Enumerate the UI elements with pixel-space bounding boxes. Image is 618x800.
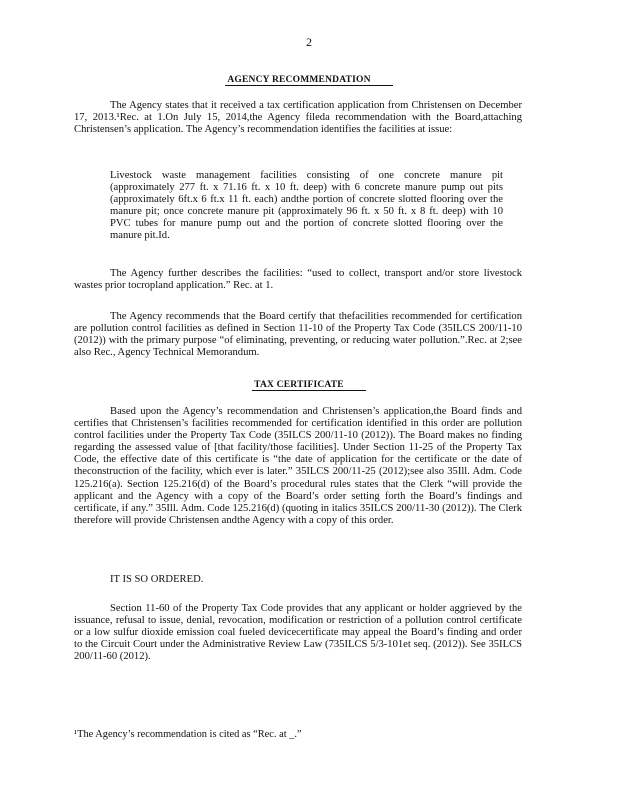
paragraph-facility-description: The Agency further describes the facilities: “used to collect, transport and/or store livestock wastes prior tocropland application.” Rec. at 1. [74,268,522,292]
paragraph-board-findings: Based upon the Agency’s recommendation and Christensen’s application,the Board finds and certifies that Christensen’s facilities recommended for certification identified in this order are pollution control facilities under the Property Tax Code (35ILCS 200/11-10 (2012)). The Board makes no finding regarding the assessed value of [that facility/those facilities]. Under Section 11-25 of the Property Tax Code, the effective date of this certificate is “the date of application for the certificate or the date of theconstruction of the facility, which ever is later.” 35ILCS 200/11-25 (2012);see also 35Ill. Adm. Code 125.216(a). Section 125.216(d) of the Board’s procedural rules states that the Clerk “will provide the applicant and the Agency with a copy of the Board’s order setting forth the Board’s findings and certificate, if any.” 35Ill. Adm. Code 125.216(d) (quoting in italics 35ILCS 200/11-30 (2012)). The Clerk therefore will provide Christensen andthe Agency with a copy of this order. [74,406,522,526]
paragraph-application-received: The Agency states that it received a tax certification application from Christensen on December 17, 2013.¹Rec. at 1.On July 15, 2014,the Agency fileda recommendation with the Board,attaching Christensen’s application. The Agency’s recommendation identifies the facilities at issue: [74,100,522,136]
so-ordered-statement: IT IS SO ORDERED. [110,574,204,585]
page-number: 2 [306,35,312,49]
heading-tax-certificate [0,380,618,390]
blockquote-facilities: Livestock waste management facilities consisting of one concrete manure pit (approximately 277 ft. x 71.16 ft. x 10 ft. deep) with 6 concrete manure pump out pits (approximately 6ft.x 6 ft.x 11 ft. each) andthe portion of concrete slotted flooring over the manure pit; once concrete manure pit (approximately 96 ft. x 50 ft. x 8 ft. deep) with 10 PVC tubes for manure pump out and the portion of concrete slotted flooring over the manure pit.Id. [110,170,503,242]
heading-agency-recommendation-text: AGENCY RECOMMENDATION [225,75,392,86]
paragraph-appeal-rights: Section 11-60 of the Property Tax Code provides that any applicant or holder aggrieved by the issuance, refusal to issue, denial, revocation, modification or restriction of a pollution control certificate or a low sulfur dioxide emission coal fueled devicecertificate may appeal the Board’s finding and order to the Circuit Court under the Administrative Review Law (735ILCS 5/3-101et seq. (2012)). See 35ILCS 200/11-60 (2012). [74,603,522,663]
footnote-rec-citation: ¹The Agency’s recommendation is cited as “Rec. at _.” [74,729,302,740]
heading-agency-recommendation [0,75,618,85]
paragraph-agency-recommends: The Agency recommends that the Board certify that thefacilities recommended for certification are pollution control facilities as defined in Section 11-10 of the Property Tax Code (35ILCS 200/11-10 (2012)) with the primary purpose “of eliminating, preventing, or reducing water pollution.”.Rec. at 2;see also Rec., Agency Technical Memorandum. [74,311,522,359]
heading-tax-certificate-text: TAX CERTIFICATE [252,380,366,391]
